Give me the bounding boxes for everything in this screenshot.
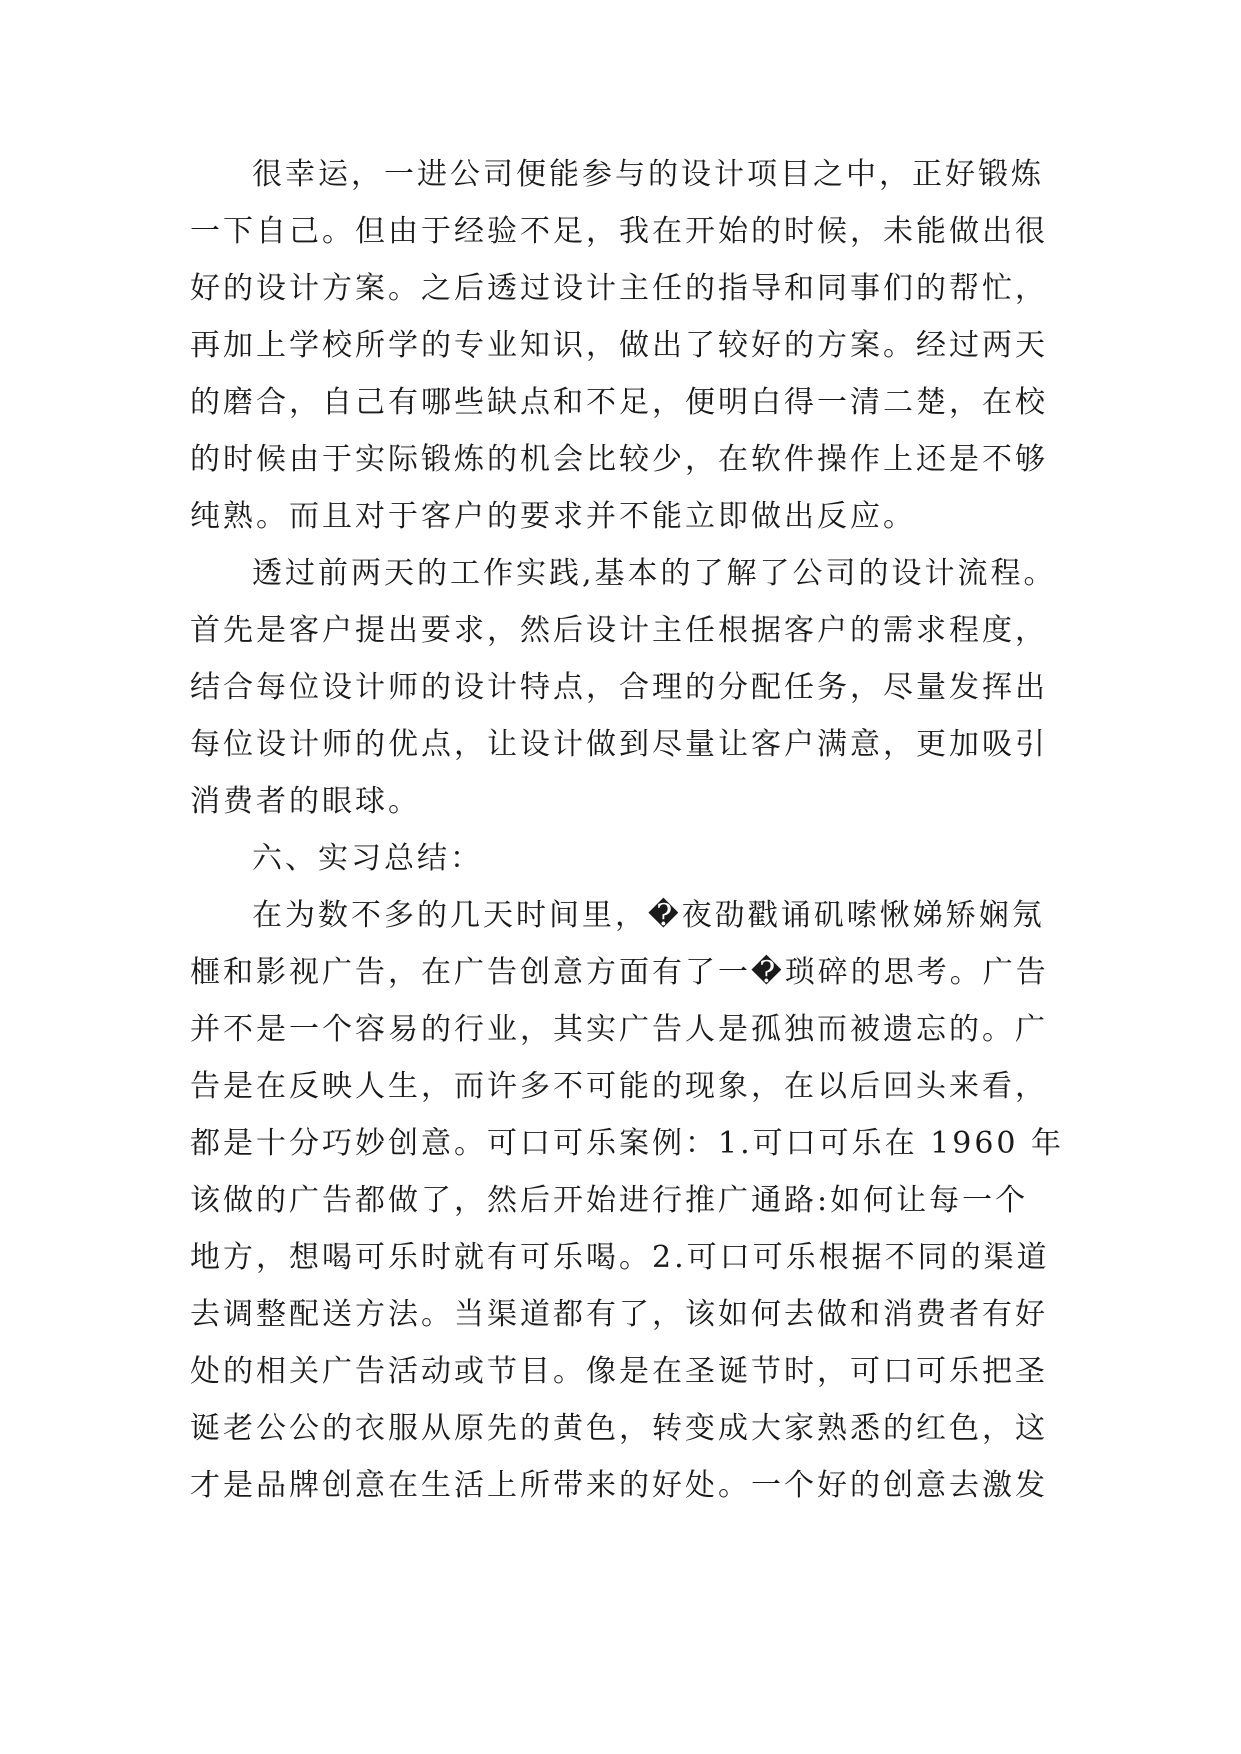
paragraph-line: 透过前两天的工作实践,基本的了解了公司的设计流程。 bbox=[252, 556, 1057, 591]
paragraph-line: 结合每位设计师的设计特点，合理的分配任务，尽量发挥出 bbox=[190, 670, 1048, 705]
paragraph-line: 好的设计方案。之后透过设计主任的指导和同事们的帮忙， bbox=[190, 271, 1048, 306]
paragraph-line: 的时候由于实际锻炼的机会比较少，在软件操作上还是不够 bbox=[190, 442, 1048, 477]
paragraph-line: 该做的广告都做了，然后开始进行推广通路:如何让每一个 bbox=[190, 1183, 1029, 1218]
paragraph-line: 告是在反映人生，而许多不可能的现象，在以后回头来看， bbox=[190, 1069, 1048, 1104]
paragraph-line: 首先是客户提出要求，然后设计主任根据客户的需求程度， bbox=[190, 613, 1048, 648]
paragraph-line: 都是十分巧妙创意。可口可乐案例：1.可口可乐在 1960 年 bbox=[190, 1126, 1065, 1161]
paragraph-line: 诞老公公的衣服从原先的黄色，转变成大家熟悉的红色，这 bbox=[190, 1411, 1048, 1446]
paragraph-line: 纯熟。而且对于客户的要求并不能立即做出反应。 bbox=[190, 499, 916, 534]
paragraph-line: 很幸运，一进公司便能参与的设计项目之中，正好锻炼 bbox=[252, 157, 1044, 192]
paragraph-line: 在为数不多的几天时间里，�夜劭戳诵矶嗦愀娣矫娴氖 bbox=[252, 898, 1045, 933]
paragraph-line: 消费者的眼球。 bbox=[190, 784, 421, 819]
section-heading: 六、实习总结： bbox=[252, 841, 483, 876]
paragraph-line: 才是品牌创意在生活上所带来的好处。一个好的创意去激发 bbox=[190, 1468, 1048, 1503]
paragraph-line: 地方，想喝可乐时就有可乐喝。2.可口可乐根据不同的渠道 bbox=[190, 1240, 1050, 1275]
paragraph-line: 再加上学校所学的专业知识，做出了较好的方案。经过两天 bbox=[190, 328, 1048, 363]
paragraph-line: 榧和影视广告，在广告创意方面有了一�琐碎的思考。广告 bbox=[190, 955, 1049, 990]
paragraph-line: 处的相关广告活动或节目。像是在圣诞节时，可口可乐把圣 bbox=[190, 1354, 1048, 1389]
paragraph-line: 一下自己。但由于经验不足，我在开始的时候，未能做出很 bbox=[190, 214, 1048, 249]
paragraph-line: 的磨合，自己有哪些缺点和不足，便明白得一清二楚，在校 bbox=[190, 385, 1048, 420]
paragraph-line: 去调整配送方法。当渠道都有了，该如何去做和消费者有好 bbox=[190, 1297, 1048, 1332]
paragraph-line: 每位设计师的优点，让设计做到尽量让客户满意，更加吸引 bbox=[190, 727, 1048, 762]
paragraph-line: 并不是一个容易的行业，其实广告人是孤独而被遗忘的。广 bbox=[190, 1012, 1048, 1047]
